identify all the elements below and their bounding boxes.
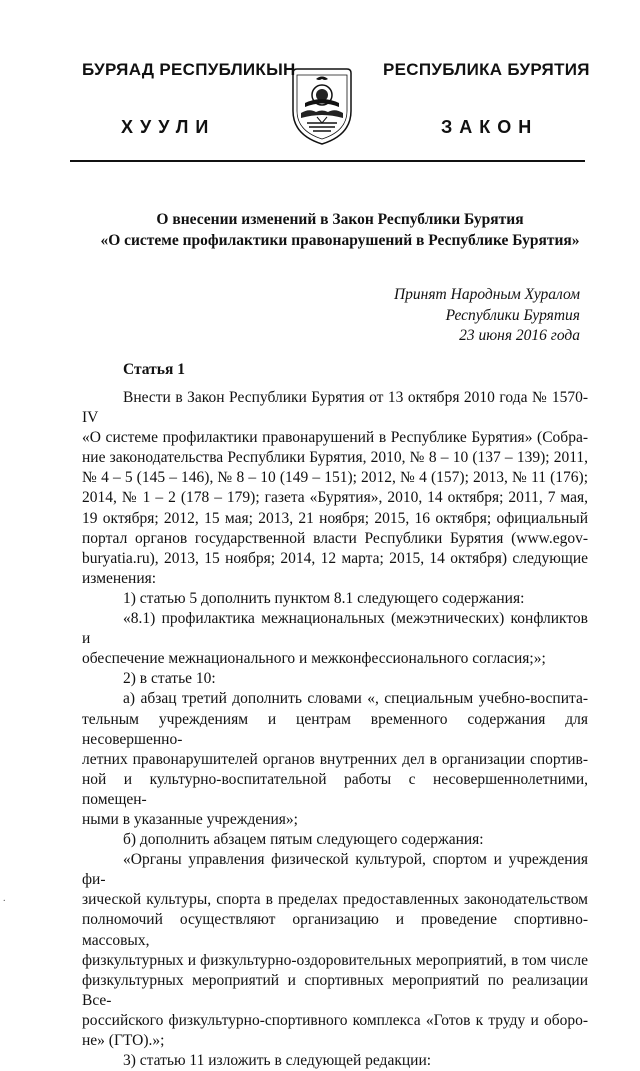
text-line: портал органов государственной власти Республики Бурятия (www.egov-: [82, 529, 588, 547]
header-right-title: РЕСПУБЛИКА БУРЯТИЯ: [383, 60, 590, 79]
scan-mark: .: [3, 893, 6, 904]
text-line: ние законодательства Республики Бурятия, 2010, № 8 – 10 (137 – 139); 2011,: [82, 449, 588, 467]
law-title-line-1: О внесении изменений в Закон Республики Бурятия: [156, 211, 524, 228]
text-line: Внести в Закон Республики Бурятия от 13 октября 2010 года № 1570-IV: [82, 389, 588, 427]
text-line: 19 октября; 2012, 15 мая; 2013, 21 ноября; 2015, 16 октября; официальный: [82, 509, 588, 527]
coat-of-arms-icon: [289, 65, 355, 147]
text-line: 1) статью 5 дополнить пунктом 8.1 следующего содержания:: [123, 589, 525, 607]
text-line: физкультурных мероприятий и спортивных мероприятий по реализации Все-: [82, 971, 588, 1009]
text-line: тельным учреждениям и центрам временного содержания для несовершенно-: [82, 710, 588, 748]
text-line: «О системе профилактики правонарушений в Республике Бурятия» (Собра-: [82, 429, 588, 447]
law-title-line-2: «О системе профилактики правонарушений в Республике Бурятия»: [100, 232, 580, 249]
header-left-subtitle: ХУУЛИ: [121, 117, 216, 137]
text-line: «Органы управления физической культурой, спортом и учреждения фи-: [82, 851, 588, 889]
text-line: зической культуры, спорта в пределах предоставленных законодательством: [82, 891, 588, 909]
adoption-note: [394, 285, 580, 347]
article-body: [82, 388, 588, 1071]
text-line: б) дополнить абзацем пятым следующего содержания:: [123, 831, 484, 849]
header-left-title: БУРЯАД РЕСПУБЛИКЫН: [82, 60, 296, 79]
adoption-line-2: Республики Бурятия: [445, 306, 580, 324]
text-line: не» (ГТО).»;: [82, 1032, 165, 1049]
text-line: 2) в статье 10:: [123, 670, 216, 688]
text-line: полномочий осуществляют организацию и проведение спортивно-массовых,: [82, 911, 588, 949]
law-title: [0, 209, 640, 251]
text-line: № 4 – 5 (145 – 146), № 8 – 10 (149 – 151); 2012, № 4 (157); 2013, № 11 (176);: [82, 469, 588, 487]
text-line: физкультурных и физкультурно-оздоровительных мероприятий, в том числе: [82, 951, 588, 969]
text-line: изменения:: [82, 569, 157, 587]
text-line: ными в указанные учреждения»;: [82, 810, 298, 828]
text-line: летних правонарушителей органов внутренних дел в организации спортив-: [82, 750, 588, 768]
text-line: а) абзац третий дополнить словами «, специальным учебно-воспита-: [123, 690, 588, 708]
text-line: российского физкультурно-спортивного комплекса «Готов к труду и оборо-: [82, 1011, 588, 1029]
text-line: «8.1) профилактика межнациональных (межэтнических) конфликтов и: [82, 610, 588, 648]
article-heading: Статья 1: [123, 361, 185, 378]
text-line: обеспечение межнационального и межконфессионального согласия;»;: [82, 650, 546, 668]
header-divider: [70, 160, 585, 162]
header-right-subtitle: ЗАКОН: [441, 117, 539, 137]
adoption-line-1: Принят Народным Хуралом: [393, 286, 580, 303]
text-line: ной и культурно-воспитательной работы с несовершеннолетними, помещен-: [82, 770, 588, 808]
text-line: buryatia.ru), 2013, 15 ноября; 2014, 12 марта; 2015, 14 октября) следующие: [82, 549, 588, 567]
text-line: 3) статью 11 изложить в следующей редакции:: [123, 1052, 432, 1070]
adoption-date: 23 июня 2016 года: [459, 327, 580, 344]
text-line: 2014, № 1 – 2 (178 – 179); газета «Бурятия», 2010, 14 октября; 2011, 7 мая,: [82, 489, 588, 507]
